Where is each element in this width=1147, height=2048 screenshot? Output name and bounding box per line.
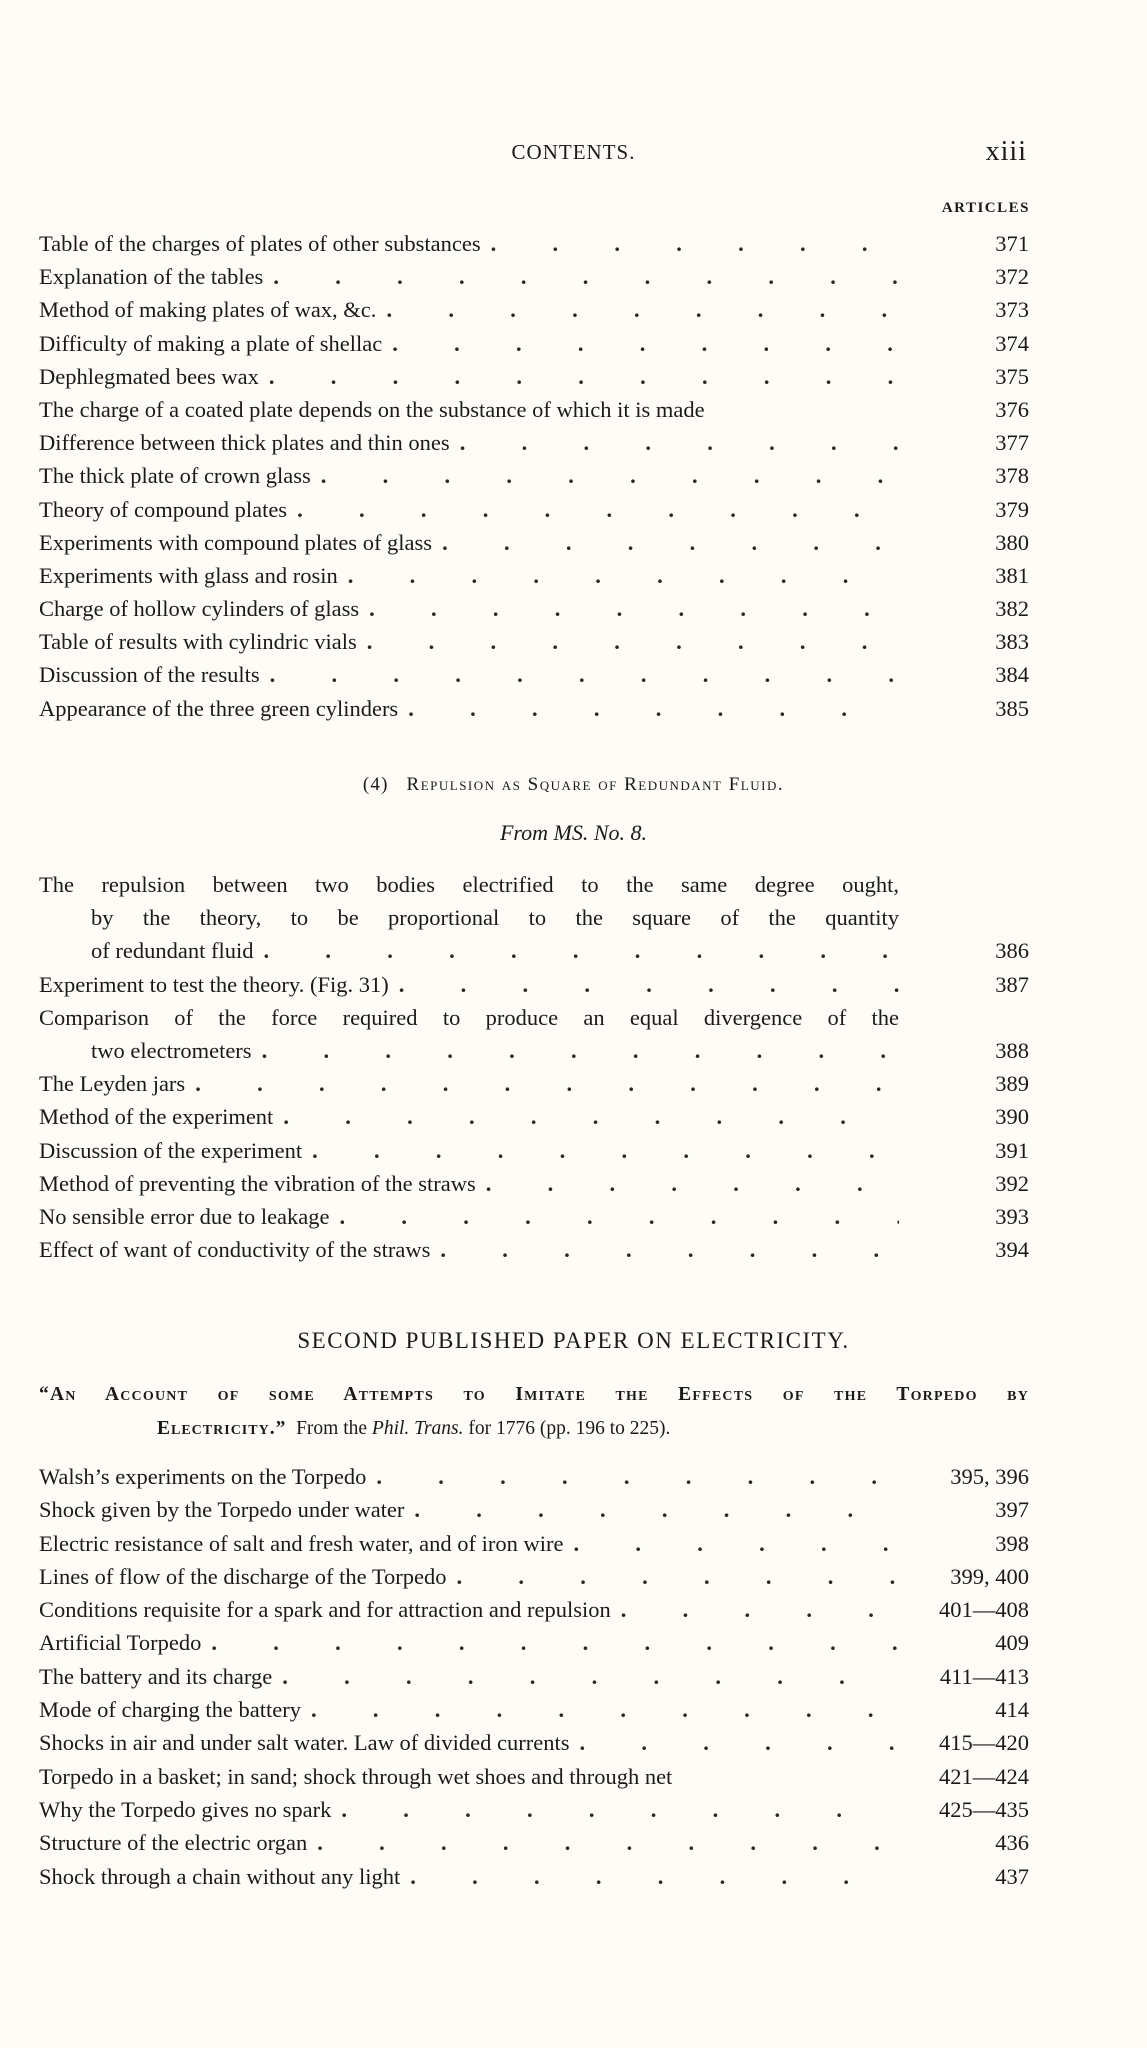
entry-text: Explanation of the tables	[39, 264, 264, 290]
leader-dots	[376, 1460, 899, 1493]
leader-dots	[367, 625, 899, 658]
toc-entry	[39, 1826, 1029, 1859]
leader-dots	[410, 1860, 899, 1893]
leader-dots	[211, 1626, 899, 1659]
entry-text-line-2: two electrometers	[91, 1037, 252, 1063]
entry-text: Table of the charges of plates of other substances	[39, 231, 481, 256]
entry-text: Experiment to test the theory. (Fig. 31)	[39, 971, 389, 997]
leader-dots	[262, 1034, 899, 1067]
entry-article: 371	[995, 231, 1029, 256]
toc-section-c	[39, 1460, 1029, 1893]
leader-dots	[414, 1493, 899, 1526]
entry-text: Discussion of the results	[39, 662, 260, 688]
toc-entry	[39, 526, 1029, 559]
toc-entry	[39, 1693, 1029, 1726]
leader-dots	[579, 1726, 899, 1759]
entry-article: 384	[995, 662, 1029, 688]
entry-text: Difference between thick plates and thin ones	[39, 430, 450, 456]
leader-dots	[392, 327, 899, 360]
entry-text: Lines of flow of the discharge of the Torpedo	[39, 1563, 447, 1589]
entry-text: The charge of a coated plate depends on the substance of which it is made	[39, 396, 705, 422]
entry-text: Experiments with glass and rosin	[39, 562, 338, 588]
entry-text: Shock through a chain without any light	[39, 1863, 401, 1889]
running-title: CONTENTS.	[511, 140, 636, 164]
entry-article: 373	[995, 297, 1029, 323]
entry-article: 374	[995, 330, 1029, 356]
toc-entry	[39, 1527, 1029, 1560]
toc-entry	[39, 1100, 1029, 1133]
leader-dots	[311, 1693, 899, 1726]
leader-dots	[270, 658, 899, 691]
leader-dots	[491, 227, 899, 260]
toc-entry	[39, 260, 1029, 293]
toc-entry	[39, 1560, 1029, 1593]
leader-dots	[460, 426, 899, 459]
entry-article: 385	[995, 695, 1029, 721]
leader-dots	[399, 968, 899, 1001]
entry-article: 379	[995, 496, 1029, 522]
toc-entry	[39, 1001, 1029, 1067]
entry-article: 375	[995, 363, 1029, 389]
leader-dots	[263, 934, 899, 967]
toc-entry	[39, 360, 1029, 393]
entry-text: Mode of charging the battery	[39, 1697, 302, 1723]
entry-text: Conditions requisite for a spark and for attraction and repulsion	[39, 1597, 611, 1623]
toc-entry	[39, 1793, 1029, 1826]
toc-entry	[39, 1860, 1029, 1893]
entry-article: 383	[995, 629, 1029, 655]
entry-article: 378	[995, 463, 1029, 489]
entry-text: Shocks in air and under salt water. Law of divided currents	[39, 1730, 570, 1756]
entry-article: 393	[995, 1203, 1029, 1229]
entry-text: Method of preventing the vibration of the straws	[39, 1170, 476, 1196]
entry-article: 391	[995, 1137, 1029, 1163]
leader-dots	[340, 1200, 899, 1233]
entry-article: 414	[995, 1697, 1029, 1723]
leader-dots	[269, 360, 899, 393]
leader-dots	[456, 1560, 899, 1593]
leader-dots	[282, 1660, 899, 1693]
leader-dots	[283, 1100, 899, 1133]
entry-text-line-1: Comparison of the force required to produce an equal divergence of the	[39, 1004, 899, 1030]
leader-dots	[621, 1593, 899, 1626]
entry-text: Structure of the electric organ	[39, 1830, 308, 1856]
leader-dots	[317, 1826, 899, 1859]
entry-article: 437	[995, 1863, 1029, 1889]
entry-text: Charge of hollow cylinders of glass	[39, 596, 360, 622]
citation-line-1: “An Account of some Attempts to Imitate the Effects of the Torpedo by	[39, 1384, 1029, 1405]
leader-dots	[486, 1167, 899, 1200]
leader-dots	[574, 1527, 900, 1560]
leader-dots	[273, 260, 899, 293]
entry-text: Difficulty of making a plate of shellac	[39, 330, 383, 356]
toc-entry	[39, 592, 1029, 625]
citation-line-2	[39, 1412, 1029, 1446]
toc-entry	[39, 1233, 1029, 1266]
leader-dots	[442, 526, 899, 559]
entry-article: 376	[995, 396, 1029, 422]
toc-entry	[39, 293, 1029, 326]
toc-entry	[39, 1493, 1029, 1526]
entry-article: 425—435	[939, 1796, 1029, 1822]
entry-text-line-2: by the theory, to be proportional to the square of the quantity	[91, 905, 899, 931]
toc-entry	[39, 1460, 1029, 1493]
toc-entry	[39, 227, 1029, 260]
leader-dots	[297, 493, 899, 526]
entry-text-line-3: of redundant fluid	[91, 938, 254, 964]
entry-text: Effect of want of conductivity of the straws	[39, 1237, 431, 1263]
toc-entry	[39, 393, 1029, 426]
second-paper-heading: SECOND PUBLISHED PAPER ON ELECTRICITY.	[297, 1328, 850, 1353]
section-4-number: (4)	[362, 774, 389, 795]
section-4-title: Repulsion as Square of Redundant Fluid.	[406, 774, 785, 795]
entry-text: Artificial Torpedo	[39, 1630, 202, 1656]
entry-text: The battery and its charge	[39, 1663, 273, 1689]
leader-dots	[195, 1067, 899, 1100]
section-4-heading	[0, 774, 1147, 796]
entry-article: 394	[995, 1237, 1029, 1263]
entry-article: 421—424	[939, 1763, 1029, 1789]
entry-text-line-1: The repulsion between two bodies electrified to the same degree ought,	[39, 872, 899, 897]
toc-entry	[39, 1660, 1029, 1693]
toc-entry	[39, 493, 1029, 526]
entry-article: 381	[995, 562, 1029, 588]
entry-article: 398	[995, 1530, 1029, 1556]
entry-text: Table of results with cylindric vials	[39, 629, 357, 655]
page-number: xiii	[985, 136, 1027, 167]
toc-entry	[39, 1067, 1029, 1100]
toc-entry	[39, 459, 1029, 492]
toc-entry	[39, 426, 1029, 459]
entry-text: Theory of compound plates	[39, 496, 288, 522]
citation-journal: Phil. Trans.	[371, 1418, 464, 1439]
toc-entry	[39, 1167, 1029, 1200]
entry-article: 382	[995, 596, 1029, 622]
entry-article: 436	[995, 1830, 1029, 1856]
leader-dots	[440, 1233, 899, 1266]
articles-column-heading: ARTICLES	[941, 200, 1030, 216]
entry-text: Appearance of the three green cylinders	[39, 695, 399, 721]
paper-citation	[39, 1378, 1029, 1446]
entry-article: 401—408	[939, 1597, 1029, 1623]
citation-from: From the	[296, 1418, 368, 1439]
toc-entry	[39, 1593, 1029, 1626]
entry-article: 392	[995, 1170, 1029, 1196]
toc-section-a	[39, 227, 1029, 725]
entry-article: 386	[995, 938, 1029, 964]
toc-entry	[39, 658, 1029, 691]
leader-dots	[321, 459, 899, 492]
entry-text: Torpedo in a basket; in sand; shock through wet shoes and through net	[39, 1763, 673, 1789]
citation-year-pages: for 1776 (pp. 196 to 225).	[468, 1418, 671, 1439]
leader-dots	[312, 1134, 899, 1167]
toc-entry	[39, 692, 1029, 725]
leader-dots	[369, 592, 899, 625]
toc-entry	[39, 327, 1029, 360]
entry-text: Electric resistance of salt and fresh water, and of iron wire	[39, 1530, 564, 1556]
toc-entry	[39, 1200, 1029, 1233]
entry-text: Shock given by the Torpedo under water	[39, 1497, 405, 1523]
toc-entry	[39, 559, 1029, 592]
entry-article: 399, 400	[950, 1563, 1029, 1589]
entry-text: Experiments with compound plates of glass	[39, 529, 433, 555]
entry-text: Method of the experiment	[39, 1104, 274, 1130]
toc-entry	[39, 1760, 1029, 1793]
leader-dots	[348, 559, 899, 592]
entry-text: Dephlegmated bees wax	[39, 363, 259, 389]
entry-article: 409	[995, 1630, 1029, 1656]
section-4-source: From MS. No. 8.	[499, 820, 648, 845]
entry-article: 372	[995, 264, 1029, 290]
entry-text: No sensible error due to leakage	[39, 1203, 330, 1229]
running-head	[0, 136, 1147, 176]
toc-entry	[39, 625, 1029, 658]
entry-text: Method of making plates of wax, &c.	[39, 297, 377, 323]
entry-article: 377	[995, 430, 1029, 456]
entry-article: 387	[995, 971, 1029, 997]
entry-article: 395, 396	[950, 1464, 1029, 1489]
entry-article: 415—420	[939, 1730, 1029, 1756]
entry-article: 390	[995, 1104, 1029, 1130]
toc-entry	[39, 868, 1029, 968]
entry-text: Why the Torpedo gives no spark	[39, 1796, 332, 1822]
entry-text: The thick plate of crown glass	[39, 463, 311, 489]
leader-dots	[386, 293, 899, 326]
toc-entry	[39, 968, 1029, 1001]
citation-title-end: Electricity.”	[157, 1418, 287, 1439]
entry-article: 411—413	[939, 1663, 1029, 1689]
toc-entry	[39, 1726, 1029, 1759]
entry-text: The Leyden jars	[39, 1071, 186, 1097]
entry-article: 380	[995, 529, 1029, 555]
leader-dots	[341, 1793, 899, 1826]
toc-entry	[39, 1134, 1029, 1167]
entry-article: 388	[995, 1037, 1029, 1063]
entry-article: 389	[995, 1071, 1029, 1097]
leader-dots	[408, 692, 899, 725]
entry-text: Walsh’s experiments on the Torpedo	[39, 1464, 367, 1489]
entry-article: 397	[995, 1497, 1029, 1523]
toc-entry	[39, 1626, 1029, 1659]
entry-text: Discussion of the experiment	[39, 1137, 303, 1163]
toc-section-b	[39, 868, 1029, 1266]
